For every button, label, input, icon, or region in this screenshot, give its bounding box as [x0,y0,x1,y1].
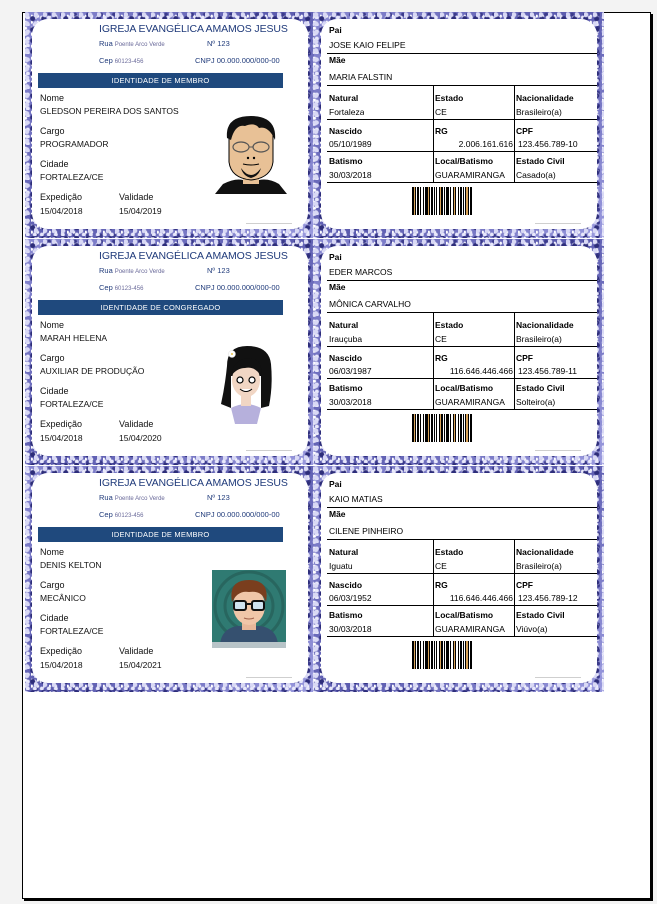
column-divider [514,85,515,183]
cnpj-value: 00.000.000/000-00 [216,510,280,519]
card-back-body [321,473,597,683]
nascido-label: Nascido [329,353,363,363]
number-value: 123 [217,493,230,502]
nacionalidade-label: Nacionalidade [516,547,574,557]
rg-label: RG [435,126,448,136]
nome-label: Nome [40,320,65,330]
batismo-value: 30/03/2018 [329,170,372,180]
card-front-body [32,19,308,229]
cep-value: 60123-456 [114,286,144,292]
pai-label: Pai [329,252,342,262]
divider [327,573,597,574]
number-value: 123 [217,266,230,275]
nacionalidade-value: Brasileiro(a) [516,561,562,571]
cnpj-line [195,283,280,292]
cidade-value: FORTALEZA/CE [40,399,104,409]
cep-line [99,510,143,519]
street-line [99,266,165,275]
batismo-label: Batismo [329,383,363,393]
natural-label: Natural [329,547,359,557]
estado-label: Estado [435,547,464,557]
validade-value: 15/04/2021 [119,660,162,670]
natural-label: Natural [329,93,359,103]
estado-civil-value: Solteiro(a) [516,397,556,407]
cpf-label: CPF [516,580,533,590]
nascido-label: Nascido [329,126,363,136]
divider [327,280,597,281]
estado-civil-value: Casado(a) [516,170,556,180]
cnpj-line [195,510,280,519]
barcode-icon [412,414,519,442]
signature-line [246,450,292,451]
divider [327,378,597,379]
divider [327,312,597,313]
card-front-body [32,473,308,683]
cargo-label: Cargo [40,126,65,136]
nacionalidade-value: Brasileiro(a) [516,334,562,344]
cargo-value: PROGRAMADOR [40,139,109,149]
divider [327,85,597,86]
rg-value: 116.646.446.466 [449,366,513,376]
nacionalidade-label: Nacionalidade [516,93,574,103]
mae-value: MÔNICA CARVALHO [329,299,411,309]
street-label: Rua [99,39,113,48]
street-value: Poente Arco Verde [114,496,165,502]
natural-label: Natural [329,320,359,330]
natural-value: Iguatu [329,561,353,571]
estado-label: Estado [435,93,464,103]
church-name: IGREJA EVANGÉLICA AMAMOS JESUS [99,477,288,489]
cargo-label: Cargo [40,353,65,363]
identity-banner: IDENTIDADE DE CONGREGADO [38,300,283,315]
number-label: Nº [207,493,216,502]
divider [327,539,597,540]
column-divider [433,312,434,410]
cep-value: 60123-456 [114,59,144,65]
cargo-value: AUXILIAR DE PRODUÇÃO [40,366,145,376]
cidade-value: FORTALEZA/CE [40,172,104,182]
cnpj-line [195,56,280,65]
rg-value: 116.646.446.466 [449,593,513,603]
signature-line [535,223,581,224]
validade-value: 15/04/2019 [119,206,162,216]
cep-line [99,283,143,292]
nacionalidade-value: Brasileiro(a) [516,107,562,117]
estado-value: CE [435,561,447,571]
number-line [207,266,230,275]
column-divider [433,85,434,183]
card-front-1 [25,12,315,238]
validade-label: Validade [119,192,154,202]
divider [327,151,597,152]
local-batismo-label: Local/Batismo [435,383,494,393]
divider [327,636,597,637]
cep-value: 60123-456 [114,513,144,519]
nome-label: Nome [40,547,65,557]
estado-label: Estado [435,320,464,330]
cargo-value: MECÂNICO [40,593,86,603]
number-value: 123 [217,39,230,48]
cnpj-value: 00.000.000/000-00 [216,56,280,65]
avatar-man-glasses-sweater-icon [212,570,286,648]
card-back-3 [314,466,604,692]
cnpj-label: CNPJ [195,56,215,65]
street-line [99,493,165,502]
cep-label: Cep [99,56,113,65]
number-line [207,493,230,502]
divider [327,507,597,508]
cidade-label: Cidade [40,159,69,169]
expedicao-label: Expedição [40,646,83,656]
identity-banner: IDENTIDADE DE MEMBRO [38,527,283,542]
church-name: IGREJA EVANGÉLICA AMAMOS JESUS [99,23,288,35]
column-divider [433,539,434,637]
expedicao-value: 15/04/2018 [40,206,83,216]
street-line [99,39,165,48]
divider [327,409,597,410]
number-label: Nº [207,266,216,275]
cnpj-label: CNPJ [195,283,215,292]
card-front-3 [25,466,315,692]
number-label: Nº [207,39,216,48]
mae-label: Mãe [329,55,346,65]
signature-line [535,450,581,451]
batismo-label: Batismo [329,156,363,166]
divider [327,605,597,606]
card-back-2 [314,239,604,465]
cidade-value: FORTALEZA/CE [40,626,104,636]
mae-label: Mãe [329,509,346,519]
identity-banner: IDENTIDADE DE MEMBRO [38,73,283,88]
number-line [207,39,230,48]
cep-line [99,56,143,65]
divider [327,182,597,183]
mae-label: Mãe [329,282,346,292]
street-value: Poente Arco Verde [114,42,165,48]
card-back-body [321,19,597,229]
card-front-2 [25,239,315,465]
cnpj-value: 00.000.000/000-00 [216,283,280,292]
nome-label: Nome [40,93,65,103]
cargo-label: Cargo [40,580,65,590]
estado-value: CE [435,334,447,344]
cidade-label: Cidade [40,613,69,623]
pai-value: KAIO MATIAS [329,494,383,504]
estado-civil-label: Estado Civil [516,156,565,166]
rg-value: 2.006.161.616 [458,139,513,149]
natural-value: Irauçuba [329,334,363,344]
church-name: IGREJA EVANGÉLICA AMAMOS JESUS [99,250,288,262]
barcode-icon [412,641,519,669]
cpf-label: CPF [516,353,533,363]
cep-label: Cep [99,283,113,292]
nome-value: GLEDSON PEREIRA DOS SANTOS [40,106,179,116]
pai-label: Pai [329,25,342,35]
rg-label: RG [435,580,448,590]
pai-value: EDER MARCOS [329,267,393,277]
validade-label: Validade [119,419,154,429]
nome-value: DENIS KELTON [40,560,102,570]
estado-civil-label: Estado Civil [516,383,565,393]
nacionalidade-label: Nacionalidade [516,320,574,330]
pai-label: Pai [329,479,342,489]
cpf-label: CPF [516,126,533,136]
nascido-label: Nascido [329,580,363,590]
street-label: Rua [99,266,113,275]
signature-line [535,677,581,678]
cpf-value: 123.456.789-11 [518,366,577,376]
estado-civil-value: Viúvo(a) [516,624,548,634]
pai-value: JOSE KAIO FELIPE [329,40,406,50]
nascido-value: 05/10/1989 [329,139,372,149]
local-batismo-value: GUARAMIRANGA [435,170,505,180]
cep-label: Cep [99,510,113,519]
estado-civil-label: Estado Civil [516,610,565,620]
validade-value: 15/04/2020 [119,433,162,443]
barcode-icon [412,187,519,215]
mae-value: CILENE PINHEIRO [329,526,404,536]
rg-label: RG [435,353,448,363]
divider [327,346,597,347]
expedicao-label: Expedição [40,419,83,429]
batismo-value: 30/03/2018 [329,397,372,407]
cnpj-label: CNPJ [195,510,215,519]
batismo-label: Batismo [329,610,363,620]
divider [327,119,597,120]
local-batismo-label: Local/Batismo [435,156,494,166]
street-label: Rua [99,493,113,502]
expedicao-value: 15/04/2018 [40,433,83,443]
card-back-body [321,246,597,456]
cpf-value: 123.456.789-10 [518,139,578,149]
avatar-man-glasses-goatee-icon [215,114,287,194]
avatar-woman-flower-icon [217,346,275,424]
divider [327,53,597,54]
local-batismo-value: GUARAMIRANGA [435,397,505,407]
column-divider [514,539,515,637]
local-batismo-label: Local/Batismo [435,610,494,620]
card-back-1 [314,12,604,238]
cpf-value: 123.456.789-12 [518,593,578,603]
nascido-value: 06/03/1987 [329,366,372,376]
nascido-value: 06/03/1952 [329,593,372,603]
street-value: Poente Arco Verde [114,269,165,275]
expedicao-value: 15/04/2018 [40,660,83,670]
batismo-value: 30/03/2018 [329,624,372,634]
estado-value: CE [435,107,447,117]
signature-line [246,677,292,678]
cidade-label: Cidade [40,386,69,396]
signature-line [246,223,292,224]
column-divider [514,312,515,410]
validade-label: Validade [119,646,154,656]
nome-value: MARAH HELENA [40,333,108,343]
local-batismo-value: GUARAMIRANGA [435,624,505,634]
natural-value: Fortaleza [329,107,365,117]
card-front-body [32,246,308,456]
expedicao-label: Expedição [40,192,83,202]
mae-value: MARIA FALSTIN [329,72,393,82]
